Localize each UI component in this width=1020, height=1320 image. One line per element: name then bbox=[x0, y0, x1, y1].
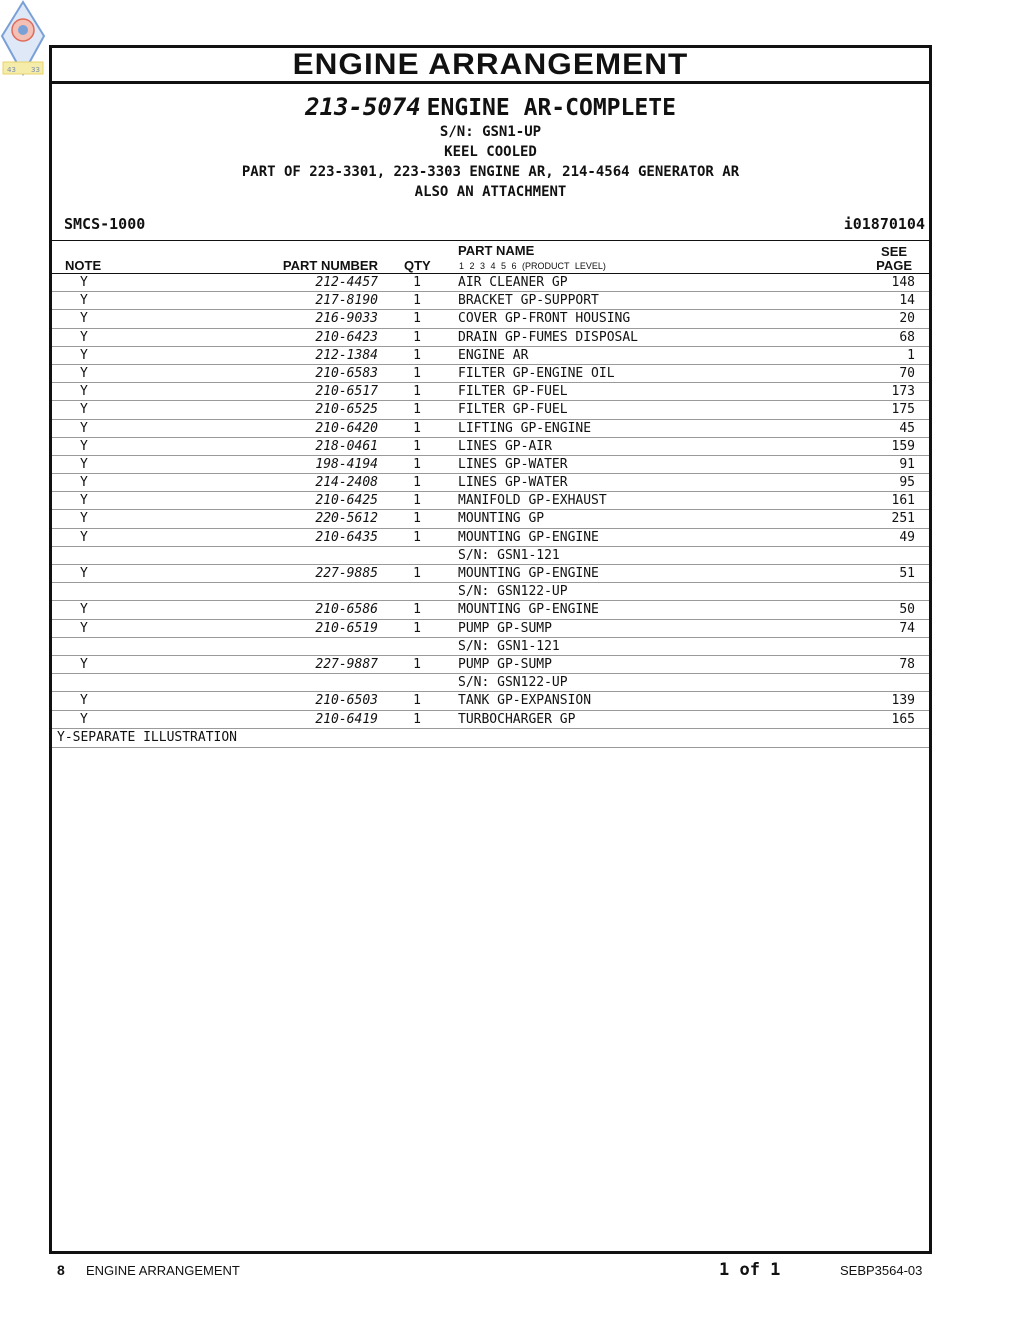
note-cell: Y bbox=[80, 420, 88, 436]
footer-section-name: ENGINE ARRANGEMENT bbox=[86, 1263, 240, 1278]
table-row bbox=[52, 420, 929, 438]
table-row bbox=[52, 292, 929, 310]
col-see-page bbox=[876, 245, 912, 273]
qty-cell: 1 bbox=[413, 420, 421, 436]
table-row bbox=[52, 438, 929, 456]
part-name-cell: LIFTING GP-ENGINE bbox=[458, 420, 592, 436]
table-row bbox=[52, 492, 929, 510]
part-number-cell[interactable]: 210-6423 bbox=[315, 329, 378, 345]
group-name: ENGINE AR-COMPLETE bbox=[426, 95, 676, 121]
part-number-cell[interactable]: 198-4194 bbox=[315, 456, 378, 472]
qty-cell: 1 bbox=[413, 456, 421, 472]
col-product-levels: 1 2 3 4 5 6 (PRODUCT LEVEL) bbox=[459, 261, 606, 271]
table-row bbox=[52, 474, 929, 492]
qty-cell: 1 bbox=[413, 656, 421, 672]
table-row bbox=[52, 620, 929, 638]
col-part-number: PART NUMBER bbox=[282, 258, 378, 273]
note-cell: Y bbox=[80, 438, 88, 454]
note-cell: Y bbox=[80, 402, 88, 418]
note-cell: Y bbox=[80, 493, 88, 509]
part-number-cell[interactable]: 210-6435 bbox=[315, 529, 378, 545]
note-cell: Y bbox=[80, 511, 88, 527]
note-cell: Y bbox=[80, 329, 88, 345]
qty-cell: 1 bbox=[413, 402, 421, 418]
table-row bbox=[52, 401, 929, 419]
table-row bbox=[52, 547, 929, 565]
note-cell: Y bbox=[80, 711, 88, 727]
part-number-cell[interactable]: 210-6425 bbox=[315, 493, 378, 509]
note-cell: Y bbox=[80, 475, 88, 491]
table-row bbox=[52, 510, 929, 528]
see-page-cell[interactable]: 161 bbox=[891, 493, 915, 509]
note-cell: Y bbox=[80, 566, 88, 581]
note-cell: Y bbox=[80, 656, 88, 672]
part-number-cell[interactable]: 217-8190 bbox=[315, 293, 378, 309]
attachment-note: ALSO AN ATTACHMENT bbox=[414, 184, 567, 200]
note-cell: Y bbox=[80, 456, 88, 472]
table-row bbox=[52, 383, 929, 401]
group-title-line bbox=[52, 92, 929, 122]
part-number-cell[interactable]: 227-9887 bbox=[315, 656, 378, 672]
qty-cell: 1 bbox=[413, 529, 421, 545]
see-page-cell[interactable]: 148 bbox=[891, 275, 915, 290]
see-page-cell[interactable]: 1 bbox=[907, 347, 915, 363]
part-name-cell: PUMP GP-SUMP bbox=[458, 620, 552, 636]
part-number-cell[interactable]: 212-1384 bbox=[315, 347, 378, 363]
part-name-cell: S/N: GSN1-121 bbox=[458, 638, 560, 654]
footer-document-number: SEBP3564-03 bbox=[840, 1263, 923, 1278]
see-page-cell[interactable]: 20 bbox=[899, 311, 915, 327]
section-title: ENGINE ARRANGEMENT bbox=[292, 48, 689, 81]
qty-cell: 1 bbox=[413, 602, 421, 618]
part-name-cell: MOUNTING GP-ENGINE bbox=[458, 602, 599, 618]
part-name-cell: MOUNTING GP bbox=[458, 511, 545, 527]
part-number-cell[interactable]: 210-6586 bbox=[315, 602, 378, 618]
part-name-cell: LINES GP-WATER bbox=[458, 475, 568, 491]
part-number-cell[interactable]: 212-4457 bbox=[315, 275, 378, 290]
see-page-cell[interactable]: 175 bbox=[891, 402, 915, 418]
col-page: PAGE bbox=[876, 258, 912, 273]
page-footer bbox=[0, 1260, 1020, 1280]
group-part-number[interactable]: 213-5074 bbox=[305, 93, 421, 121]
note-cell: Y bbox=[80, 365, 88, 381]
part-number-cell[interactable]: 210-6583 bbox=[315, 365, 378, 381]
group-header bbox=[52, 92, 929, 241]
part-number-cell[interactable]: 214-2408 bbox=[315, 475, 378, 491]
col-see: SEE bbox=[881, 244, 908, 259]
note-cell: Y bbox=[80, 311, 88, 327]
table-row bbox=[52, 638, 929, 656]
see-page-cell[interactable]: 173 bbox=[891, 384, 915, 400]
part-name-cell: FILTER GP-FUEL bbox=[458, 402, 568, 418]
part-name-cell: TANK GP-EXPANSION bbox=[458, 693, 592, 709]
part-number-cell[interactable]: 210-6503 bbox=[315, 693, 378, 709]
see-page-cell[interactable]: 45 bbox=[899, 420, 915, 436]
see-page-cell[interactable]: 74 bbox=[899, 620, 915, 636]
note-cell: Y bbox=[80, 602, 88, 618]
qty-cell: 1 bbox=[413, 347, 421, 363]
footer-page-number: 8 bbox=[57, 1262, 65, 1278]
note-cell: Y bbox=[80, 347, 88, 363]
table-row bbox=[52, 565, 929, 583]
note-cell: Y bbox=[80, 620, 88, 636]
part-number-cell[interactable]: 210-6519 bbox=[315, 620, 378, 636]
table-row bbox=[52, 692, 929, 710]
table-row bbox=[52, 601, 929, 619]
part-name-cell: MANIFOLD GP-EXHAUST bbox=[458, 493, 607, 509]
note-cell: Y bbox=[80, 384, 88, 400]
part-name-cell: LINES GP-WATER bbox=[458, 456, 568, 472]
col-part-name: PART NAME bbox=[458, 243, 535, 258]
qty-cell: 1 bbox=[413, 293, 421, 309]
part-number-cell[interactable]: 210-6517 bbox=[315, 384, 378, 400]
qty-cell: 1 bbox=[413, 693, 421, 709]
table-row bbox=[52, 365, 929, 383]
part-name-cell: COVER GP-FRONT HOUSING bbox=[458, 311, 631, 327]
svg-text:43: 43 bbox=[7, 66, 16, 74]
qty-cell: 1 bbox=[413, 493, 421, 509]
note-cell: Y bbox=[80, 275, 88, 290]
part-name-cell: S/N: GSN122-UP bbox=[458, 584, 568, 600]
see-page-cell[interactable]: 91 bbox=[899, 456, 915, 472]
note-cell: Y bbox=[80, 693, 88, 709]
qty-cell: 1 bbox=[413, 311, 421, 327]
table-row bbox=[52, 656, 929, 674]
part-name-cell: AIR CLEANER GP bbox=[458, 275, 568, 290]
table-row bbox=[52, 347, 929, 365]
table-row bbox=[52, 329, 929, 347]
section-title-bar bbox=[52, 48, 929, 84]
see-page-cell[interactable]: 251 bbox=[891, 511, 915, 527]
illustration-id: i01870104 bbox=[843, 215, 925, 233]
see-page-cell[interactable]: 159 bbox=[891, 438, 915, 454]
col-qty: QTY bbox=[404, 258, 431, 273]
parts-table bbox=[52, 274, 929, 729]
table-row bbox=[52, 456, 929, 474]
table-row bbox=[52, 310, 929, 328]
qty-cell: 1 bbox=[413, 329, 421, 345]
footer-page-count: 1 of 1 bbox=[719, 1260, 781, 1280]
see-page-cell[interactable]: 139 bbox=[891, 693, 915, 709]
part-name-cell: FILTER GP-ENGINE OIL bbox=[458, 365, 615, 381]
part-number-cell[interactable]: 227-9885 bbox=[315, 566, 378, 581]
part-name-cell: LINES GP-AIR bbox=[458, 438, 552, 454]
see-page-cell[interactable]: 68 bbox=[899, 329, 915, 345]
see-page-cell[interactable]: 70 bbox=[899, 365, 915, 381]
smcs-code: SMCS-1000 bbox=[64, 215, 146, 233]
part-name-cell: FILTER GP-FUEL bbox=[458, 384, 568, 400]
table-row bbox=[52, 711, 929, 729]
qty-cell: 1 bbox=[413, 566, 421, 581]
part-number-cell[interactable]: 210-6420 bbox=[315, 420, 378, 436]
see-page-cell[interactable]: 95 bbox=[899, 475, 915, 491]
part-name-cell: MOUNTING GP-ENGINE bbox=[458, 566, 599, 581]
seal-logo-icon bbox=[0, 0, 46, 78]
see-page-cell[interactable]: 51 bbox=[899, 566, 915, 581]
note-cell: Y bbox=[80, 293, 88, 309]
part-name-cell: S/N: GSN122-UP bbox=[458, 675, 568, 691]
table-row bbox=[52, 529, 929, 547]
note-cell: Y bbox=[80, 529, 88, 545]
part-name-cell: S/N: GSN1-121 bbox=[458, 547, 560, 563]
qty-cell: 1 bbox=[413, 384, 421, 400]
part-name-cell: BRACKET GP-SUPPORT bbox=[458, 293, 599, 309]
configuration-note: KEEL COOLED bbox=[444, 144, 537, 160]
see-page-cell[interactable]: 49 bbox=[899, 529, 915, 545]
see-page-cell[interactable]: 50 bbox=[899, 602, 915, 618]
legend-note: Y-SEPARATE ILLUSTRATION bbox=[52, 729, 929, 748]
qty-cell: 1 bbox=[413, 620, 421, 636]
part-number-cell[interactable]: 216-9033 bbox=[315, 311, 378, 327]
page-frame bbox=[49, 45, 932, 1254]
part-of-note: PART OF 223-3301, 223-3303 ENGINE AR, 214-4564 GENERATOR AR bbox=[241, 164, 740, 180]
part-number-cell[interactable]: 210-6419 bbox=[315, 711, 378, 727]
qty-cell: 1 bbox=[413, 275, 421, 290]
part-number-cell[interactable]: 220-5612 bbox=[315, 511, 378, 527]
table-row bbox=[52, 674, 929, 692]
qty-cell: 1 bbox=[413, 711, 421, 727]
qty-cell: 1 bbox=[413, 511, 421, 527]
see-page-cell[interactable]: 165 bbox=[891, 711, 915, 727]
qty-cell: 1 bbox=[413, 365, 421, 381]
qty-cell: 1 bbox=[413, 438, 421, 454]
part-number-cell[interactable]: 210-6525 bbox=[315, 402, 378, 418]
part-name-cell: DRAIN GP-FUMES DISPOSAL bbox=[458, 329, 639, 345]
see-page-cell[interactable]: 78 bbox=[899, 656, 915, 672]
table-row bbox=[52, 274, 929, 292]
part-number-cell[interactable]: 218-0461 bbox=[315, 438, 378, 454]
serial-range: S/N: GSN1-UP bbox=[439, 124, 542, 140]
table-column-headers bbox=[52, 241, 929, 274]
part-name-cell: PUMP GP-SUMP bbox=[458, 656, 552, 672]
see-page-cell[interactable]: 14 bbox=[899, 293, 915, 309]
part-name-cell: TURBOCHARGER GP bbox=[458, 711, 576, 727]
col-note: NOTE bbox=[65, 258, 102, 273]
part-name-cell: MOUNTING GP-ENGINE bbox=[458, 529, 599, 545]
part-name-cell: ENGINE AR bbox=[458, 347, 529, 363]
svg-text:33: 33 bbox=[31, 66, 40, 74]
qty-cell: 1 bbox=[413, 475, 421, 491]
table-row bbox=[52, 583, 929, 601]
